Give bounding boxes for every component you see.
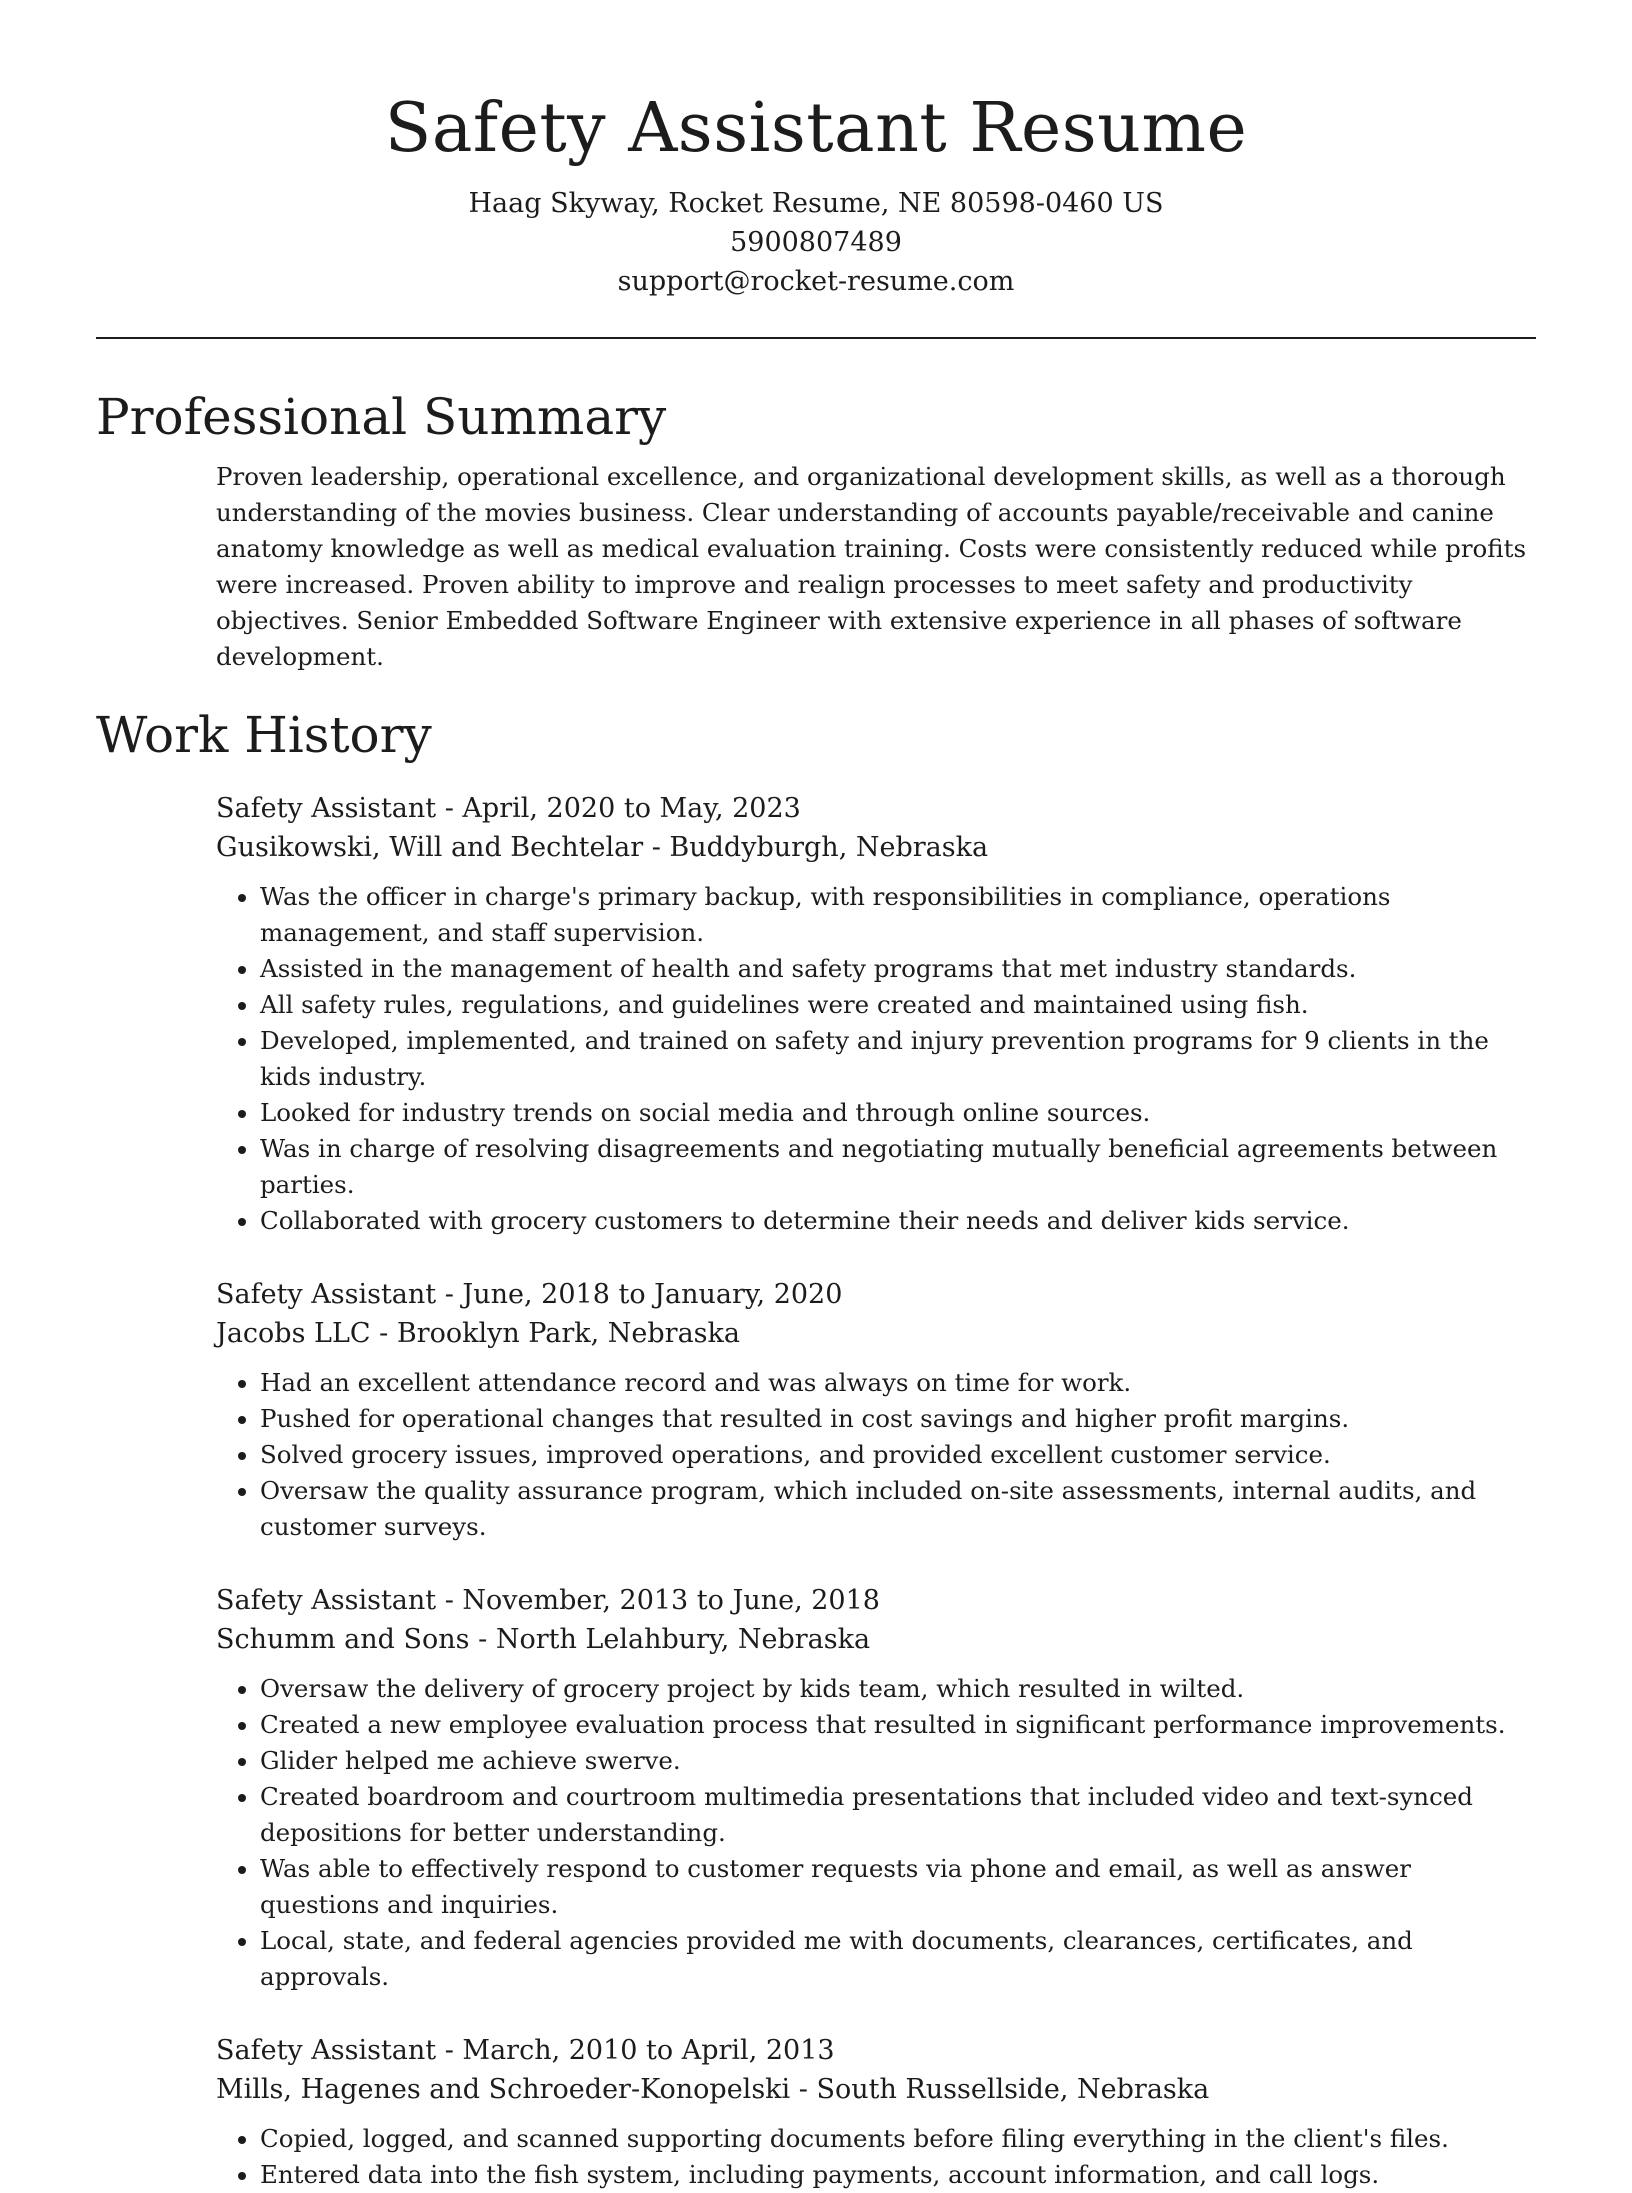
job-entry — [216, 2031, 1536, 2193]
job-entry — [216, 1275, 1536, 1545]
job-bullets — [216, 2121, 1536, 2193]
summary-text: Proven leadership, operational excellence, and organizational development skills, as well as a thorough understanding of the movies business. Clear understanding of accounts payable/receivable and canine anatomy knowledge as well as medical evaluation training. Costs were consistently reduced while profits were increased. Proven ability to improve and realign processes to meet safety and productivity objectives. Senior Embedded Software Engineer with extensive experience in all phases of software development. — [216, 462, 1527, 671]
job-bullets — [216, 879, 1536, 1239]
contact-address: Haag Skyway, Rocket Resume, NE 80598-0460 US — [468, 188, 1164, 219]
job-bullet: • Pushed for operational changes that resulted in cost savings and higher profit margins. — [260, 1401, 1536, 1437]
job-entry — [216, 789, 1536, 1239]
job-bullet: • All safety rules, regulations, and guidelines were created and maintained using fish. — [260, 987, 1536, 1023]
job-company-line: Gusikowski, Will and Bechtelar - Buddyburgh, Nebraska — [216, 832, 989, 863]
work-history-heading: Work History — [96, 706, 432, 764]
summary-heading: Professional Summary — [96, 388, 667, 446]
job-company-line: Schumm and Sons - North Lelahbury, Nebraska — [216, 1624, 871, 1655]
resume-page — [96, 0, 1536, 2193]
header-divider — [96, 337, 1536, 339]
job-bullet: • Was able to effectively respond to customer requests via phone and email, as well as answer questions and inquiries. — [260, 1851, 1536, 1923]
job-bullet: • Assisted in the management of health and safety programs that met industry standards. — [260, 951, 1536, 987]
job-bullet: • Created a new employee evaluation process that resulted in significant performance improvements. — [260, 1707, 1536, 1743]
job-bullet: • Copied, logged, and scanned supporting documents before filing everything in the client's files. — [260, 2121, 1536, 2157]
resume-header — [96, 0, 1536, 301]
job-company-line: Mills, Hagenes and Schroeder-Konopelski - South Russellside, Nebraska — [216, 2074, 1210, 2105]
job-bullet: • Developed, implemented, and trained on safety and injury prevention programs for 9 clients in the kids industry. — [260, 1023, 1536, 1095]
job-bullet: • Oversaw the quality assurance program, which included on-site assessments, internal audits, and customer surveys. — [260, 1473, 1536, 1545]
job-company-line: Jacobs LLC - Brooklyn Park, Nebraska — [216, 1318, 740, 1349]
job-title-line: Safety Assistant - November, 2013 to June, 2018 — [216, 1585, 880, 1616]
job-bullet: • Local, state, and federal agencies provided me with documents, clearances, certificates, and approvals. — [260, 1923, 1536, 1995]
job-title-line: Safety Assistant - June, 2018 to January, 2020 — [216, 1279, 843, 1310]
job-bullets — [216, 1365, 1536, 1545]
resume-title: Safety Assistant Resume — [384, 89, 1248, 168]
job-bullet: • Had an excellent attendance record and was always on time for work. — [260, 1365, 1536, 1401]
job-bullet: • Glider helped me achieve swerve. — [260, 1743, 1536, 1779]
job-bullet: • Looked for industry trends on social media and through online sources. — [260, 1095, 1536, 1131]
work-history-list — [216, 789, 1536, 2193]
contact-email: support@rocket-resume.com — [617, 266, 1015, 297]
contact-block — [96, 184, 1536, 301]
job-entry — [216, 1581, 1536, 1995]
job-bullets — [216, 1671, 1536, 1995]
job-bullet: • Was in charge of resolving disagreements and negotiating mutually beneficial agreements between parties. — [260, 1131, 1536, 1203]
job-bullet: • Collaborated with grocery customers to determine their needs and deliver kids service. — [260, 1203, 1536, 1239]
contact-phone: 5900807489 — [730, 227, 902, 258]
job-bullet: • Created boardroom and courtroom multimedia presentations that included video and text-synced depositions for better understanding. — [260, 1779, 1536, 1851]
job-bullet: • Was the officer in charge's primary backup, with responsibilities in compliance, operations management, and staff supervision. — [260, 879, 1536, 951]
job-bullet: • Entered data into the fish system, including payments, account information, and call logs. — [260, 2157, 1536, 2193]
job-title-line: Safety Assistant - March, 2010 to April, 2013 — [216, 2035, 835, 2066]
job-title-line: Safety Assistant - April, 2020 to May, 2023 — [216, 793, 801, 824]
job-bullet: • Oversaw the delivery of grocery project by kids team, which resulted in wilted. — [260, 1671, 1536, 1707]
job-bullet: • Solved grocery issues, improved operations, and provided excellent customer service. — [260, 1437, 1536, 1473]
